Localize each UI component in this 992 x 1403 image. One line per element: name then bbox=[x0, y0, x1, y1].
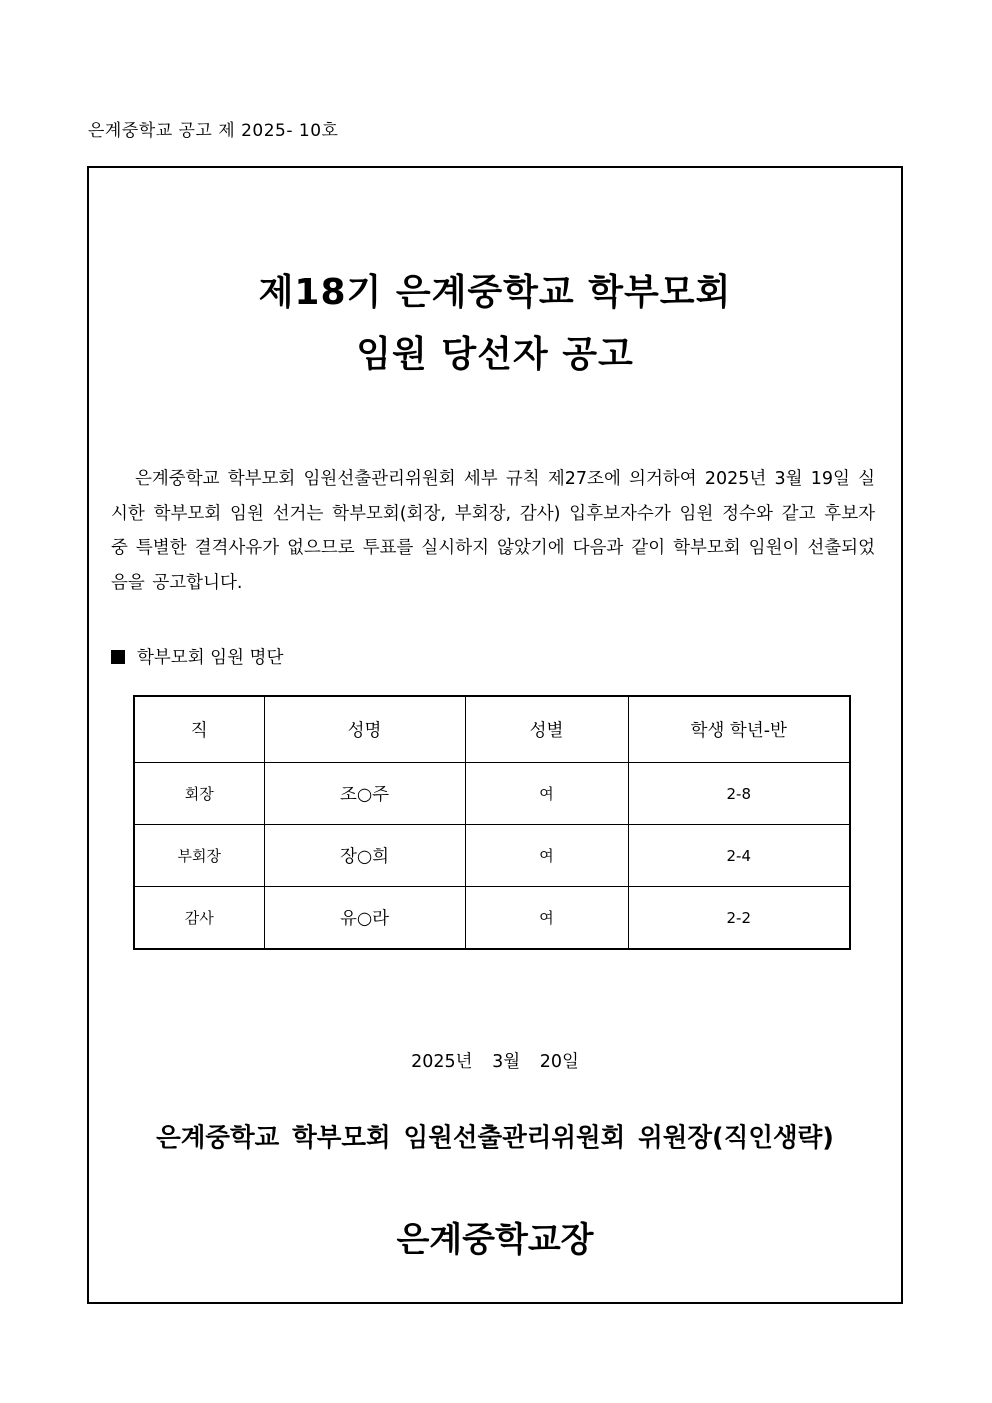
cell-name: 장○희 bbox=[264, 825, 465, 887]
cell-position: 부회장 bbox=[134, 825, 264, 887]
section-heading-label: 학부모회 임원 명단 bbox=[137, 648, 284, 668]
header-grade-class: 학생 학년-반 bbox=[628, 696, 850, 763]
cell-name: 조○주 bbox=[264, 763, 465, 825]
notice-title-line-2: 임원 당선자 공고 bbox=[356, 334, 634, 375]
principal-signature: 은계중학교장 bbox=[396, 1220, 594, 1260]
officers-table bbox=[133, 695, 851, 950]
cell-gender: 여 bbox=[465, 887, 628, 950]
section-heading bbox=[111, 644, 283, 669]
document-number: 은계중학교 공고 제 2025- 10호 bbox=[88, 121, 339, 141]
cell-name: 유○라 bbox=[264, 887, 465, 950]
table-header-row bbox=[134, 696, 850, 763]
header-name: 성명 bbox=[264, 696, 465, 763]
cell-grade-class: 2-8 bbox=[628, 763, 850, 825]
cell-position: 감사 bbox=[134, 887, 264, 950]
cell-grade-class: 2-4 bbox=[628, 825, 850, 887]
announcement-date: 2025년 3월 20일 bbox=[411, 1052, 579, 1072]
table-row bbox=[134, 825, 850, 887]
cell-gender: 여 bbox=[465, 763, 628, 825]
table-row bbox=[134, 763, 850, 825]
notice-title-line-1: 제18기 은계중학교 학부모회 bbox=[258, 272, 732, 313]
square-bullet-icon bbox=[111, 650, 125, 664]
committee-signature: 은계중학교 학부모회 임원선출관리위원회 위원장(직인생략) bbox=[156, 1123, 834, 1153]
notice-body: 은계중학교 학부모회 임원선출관리위원회 세부 규칙 제27조에 의거하여 2025년 3월 19일 실시한 학부모회 임원 선거는 학부모회(회장, 부회장, 감사) 입후보자수가 임원 정수와 같고 후보자 중 특별한 결격사유가 없으므로 투표를 실시하지 않았기에 다음과 같이 학부모회 임원이 선출되었음을 공고합니다. bbox=[111, 469, 875, 593]
cell-gender: 여 bbox=[465, 825, 628, 887]
header-gender: 성별 bbox=[465, 696, 628, 763]
notice-frame bbox=[87, 166, 903, 1304]
header-position: 직 bbox=[134, 696, 264, 763]
table-row bbox=[134, 887, 850, 950]
cell-grade-class: 2-2 bbox=[628, 887, 850, 950]
cell-position: 회장 bbox=[134, 763, 264, 825]
